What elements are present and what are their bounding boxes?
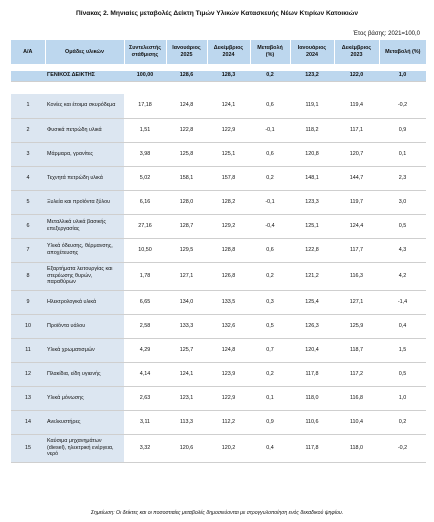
- header-cell: Ιανουάριος 2024: [290, 40, 334, 64]
- table-cell: 112,2: [207, 410, 250, 434]
- table-cell: 121,2: [290, 262, 334, 290]
- base-year-label: Έτος βάσης: 2021=100,0: [353, 31, 420, 37]
- table-cell: 118,2: [290, 118, 334, 142]
- table-cell: 0,6: [250, 94, 290, 118]
- header-cell: Ομάδες υλικών: [45, 40, 124, 64]
- header-cell: Δεκέμβριος 2023: [334, 40, 379, 64]
- table-cell: 3,98: [124, 142, 166, 166]
- group-name-cell: Προϊόντα υάλου: [45, 314, 124, 338]
- table-cell: 0,3: [250, 290, 290, 314]
- table-row: [11, 314, 426, 338]
- price-index-table: [11, 40, 426, 463]
- table-row: [11, 142, 426, 166]
- group-name-cell: Τεχνητά πετρώδη υλικά: [45, 166, 124, 190]
- table-cell: 10,50: [124, 238, 166, 262]
- group-name-cell: Ξυλεία και προϊόντα ξύλου: [45, 190, 124, 214]
- table-cell: 120,7: [334, 142, 379, 166]
- table-cell: 6,16: [124, 190, 166, 214]
- table-cell: 128,7: [166, 214, 207, 238]
- table-cell: 7: [11, 238, 45, 262]
- total-cell: 123,2: [290, 71, 334, 81]
- table-cell: 120,8: [290, 142, 334, 166]
- table-cell: 11: [11, 338, 45, 362]
- table-cell: -0,2: [379, 434, 426, 462]
- table-cell: 125,9: [334, 314, 379, 338]
- table-cell: 124,1: [166, 362, 207, 386]
- table-cell: 127,1: [334, 290, 379, 314]
- total-cell: [11, 71, 45, 81]
- table-cell: 122,9: [207, 386, 250, 410]
- total-row: [11, 71, 426, 81]
- table-cell: 1: [11, 94, 45, 118]
- table-cell: 0,2: [250, 262, 290, 290]
- table-cell: 0,2: [379, 410, 426, 434]
- table-row: [11, 410, 426, 434]
- table-cell: 117,8: [290, 362, 334, 386]
- table-cell: 116,3: [334, 262, 379, 290]
- group-name-cell: Μεταλλικά υλικά βασικής επεξεργασίας: [45, 214, 124, 238]
- total-cell: 100,00: [124, 71, 166, 81]
- table-cell: 0,4: [379, 314, 426, 338]
- table-cell: 118,0: [290, 386, 334, 410]
- table-cell: 126,3: [290, 314, 334, 338]
- table-cell: 144,7: [334, 166, 379, 190]
- table-cell: 14: [11, 410, 45, 434]
- table-cell: 117,1: [334, 118, 379, 142]
- table-cell: 3,0: [379, 190, 426, 214]
- table-cell: 123,3: [290, 190, 334, 214]
- table-cell: 122,8: [166, 118, 207, 142]
- group-name-cell: Εξαρτήματα λειτουργίας και στερέωσης θυρών, παραθύρων: [45, 262, 124, 290]
- table-cell: 10: [11, 314, 45, 338]
- table-cell: 0,4: [250, 434, 290, 462]
- header-cell: Ιανουάριος 2025: [166, 40, 207, 64]
- table-cell: 4,3: [379, 238, 426, 262]
- table-cell: -0,4: [250, 214, 290, 238]
- table-cell: 0,2: [250, 166, 290, 190]
- table-cell: 13: [11, 386, 45, 410]
- table-cell: 5: [11, 190, 45, 214]
- table-cell: 122,8: [290, 238, 334, 262]
- table-cell: 129,2: [207, 214, 250, 238]
- footnote: Σημείωση: Οι δείκτες και οι ποσοστιαίες μεταβολές δημοσιεύονται με στρογγυλοποίηση ενός δεκαδικού ψηφίου.: [90, 510, 344, 516]
- table-cell: 124,1: [207, 94, 250, 118]
- table-cell: 0,2: [250, 362, 290, 386]
- table-cell: -0,1: [250, 190, 290, 214]
- table-cell: 6: [11, 214, 45, 238]
- table-cell: 0,1: [250, 386, 290, 410]
- table-cell: 0,9: [379, 118, 426, 142]
- table-cell: 1,78: [124, 262, 166, 290]
- table-cell: 127,1: [166, 262, 207, 290]
- table-cell: 123,1: [166, 386, 207, 410]
- table-cell: 116,8: [334, 386, 379, 410]
- table-cell: 128,0: [166, 190, 207, 214]
- table-cell: 17,18: [124, 94, 166, 118]
- table-cell: 124,8: [207, 338, 250, 362]
- table-cell: 0,5: [250, 314, 290, 338]
- table-row: [11, 290, 426, 314]
- table-cell: 132,6: [207, 314, 250, 338]
- table-cell: 1,5: [379, 338, 426, 362]
- table-cell: -0,1: [250, 118, 290, 142]
- total-cell: 128,6: [166, 71, 207, 81]
- group-name-cell: Υλικά όδευσης, θέρμανσης, αποχέτευσης: [45, 238, 124, 262]
- table-cell: 0,1: [379, 142, 426, 166]
- table-cell: 125,1: [207, 142, 250, 166]
- table-cell: 120,6: [166, 434, 207, 462]
- table-cell: 1,0: [379, 386, 426, 410]
- table-cell: 125,1: [290, 214, 334, 238]
- table-cell: 119,4: [334, 94, 379, 118]
- group-name-cell: Υλικά χρωματισμών: [45, 338, 124, 362]
- table-cell: 3,11: [124, 410, 166, 434]
- total-cell: 0,2: [250, 71, 290, 81]
- table-cell: 129,5: [166, 238, 207, 262]
- table-cell: 0,6: [250, 142, 290, 166]
- table-cell: 8: [11, 262, 45, 290]
- group-name-cell: Ηλεκτρολογικά υλικά: [45, 290, 124, 314]
- table-cell: 117,7: [334, 238, 379, 262]
- table-cell: 118,0: [334, 434, 379, 462]
- table-cell: 125,4: [290, 290, 334, 314]
- table-cell: 122,9: [207, 118, 250, 142]
- table-row: [11, 94, 426, 118]
- table-cell: 119,7: [334, 190, 379, 214]
- table-cell: 117,8: [290, 434, 334, 462]
- table-row: [11, 238, 426, 262]
- table-cell: 27,16: [124, 214, 166, 238]
- total-cell: 128,3: [207, 71, 250, 81]
- table-cell: 125,7: [166, 338, 207, 362]
- table-row: [11, 118, 426, 142]
- table-cell: 134,0: [166, 290, 207, 314]
- header-cell: Μεταβολή (%): [379, 40, 426, 64]
- table-cell: 133,3: [166, 314, 207, 338]
- table-cell: 0,7: [250, 338, 290, 362]
- table-cell: 119,1: [290, 94, 334, 118]
- spacer-row: [11, 64, 426, 71]
- table-cell: 4: [11, 166, 45, 190]
- spacer-row: [11, 81, 426, 94]
- group-name-cell: Πλακίδια, είδη υγιεινής: [45, 362, 124, 386]
- table-cell: 123,9: [207, 362, 250, 386]
- table-cell: 125,8: [166, 142, 207, 166]
- table-cell: 4,2: [379, 262, 426, 290]
- table-row: [11, 386, 426, 410]
- table-row: [11, 190, 426, 214]
- table-row: [11, 214, 426, 238]
- table-cell: 6,65: [124, 290, 166, 314]
- table-cell: 3: [11, 142, 45, 166]
- group-name-cell: Καύσιμα μηχανημάτων (diesel), ηλεκτρική ενέργεια, νερό: [45, 434, 124, 462]
- table-title: Πίνακας 2. Μηνιαίες μεταβολές Δείκτη Τιμών Υλικών Κατασκευής Νέων Κτιρίων Κατοικιών: [76, 10, 358, 17]
- table-cell: 2,58: [124, 314, 166, 338]
- table-cell: 157,8: [207, 166, 250, 190]
- table-cell: 124,8: [166, 94, 207, 118]
- table-cell: 126,8: [207, 262, 250, 290]
- table-cell: 120,2: [207, 434, 250, 462]
- header-cell: Α/Α: [11, 40, 45, 64]
- table-cell: 0,5: [379, 362, 426, 386]
- table-cell: 9: [11, 290, 45, 314]
- group-name-cell: Κονίες και έτοιμα σκυρόδεμα: [45, 94, 124, 118]
- table-cell: 2,63: [124, 386, 166, 410]
- table-cell: 0,5: [379, 214, 426, 238]
- header-row: [11, 40, 426, 64]
- group-name-cell: Υλικά μόνωσης: [45, 386, 124, 410]
- table-cell: 2,3: [379, 166, 426, 190]
- table-cell: 4,29: [124, 338, 166, 362]
- table-cell: 12: [11, 362, 45, 386]
- table-row: [11, 338, 426, 362]
- table-cell: 110,6: [290, 410, 334, 434]
- table-cell: 113,3: [166, 410, 207, 434]
- table-cell: 158,1: [166, 166, 207, 190]
- table-cell: 0,6: [250, 238, 290, 262]
- table-cell: 4,14: [124, 362, 166, 386]
- table-cell: 128,8: [207, 238, 250, 262]
- table-row: [11, 262, 426, 290]
- total-cell: ΓΕΝΙΚΟΣ ΔΕΙΚΤΗΣ: [45, 71, 124, 81]
- table-cell: 133,5: [207, 290, 250, 314]
- group-name-cell: Μάρμαρα, γρανίτες: [45, 142, 124, 166]
- table-cell: -0,2: [379, 94, 426, 118]
- group-name-cell: Φυσικά πετρώδη υλικά: [45, 118, 124, 142]
- table-row: [11, 434, 426, 462]
- table-cell: 2: [11, 118, 45, 142]
- table-cell: 1,51: [124, 118, 166, 142]
- table-cell: 124,4: [334, 214, 379, 238]
- table-cell: 5,02: [124, 166, 166, 190]
- header-cell: Δεκέμβριος 2024: [207, 40, 250, 64]
- table-row: [11, 166, 426, 190]
- table-cell: 117,2: [334, 362, 379, 386]
- table-cell: 3,32: [124, 434, 166, 462]
- header-cell: Συντελεστής στάθμισης: [124, 40, 166, 64]
- table-cell: 110,4: [334, 410, 379, 434]
- table-cell: -1,4: [379, 290, 426, 314]
- total-cell: 122,0: [334, 71, 379, 81]
- table-cell: 0,9: [250, 410, 290, 434]
- total-cell: 1,0: [379, 71, 426, 81]
- group-name-cell: Ανελκυστήρες: [45, 410, 124, 434]
- table-cell: 148,1: [290, 166, 334, 190]
- header-cell: Μεταβολή (%): [250, 40, 290, 64]
- table-cell: 118,7: [334, 338, 379, 362]
- table-row: [11, 362, 426, 386]
- table-cell: 15: [11, 434, 45, 462]
- table-cell: 128,2: [207, 190, 250, 214]
- table-cell: 120,4: [290, 338, 334, 362]
